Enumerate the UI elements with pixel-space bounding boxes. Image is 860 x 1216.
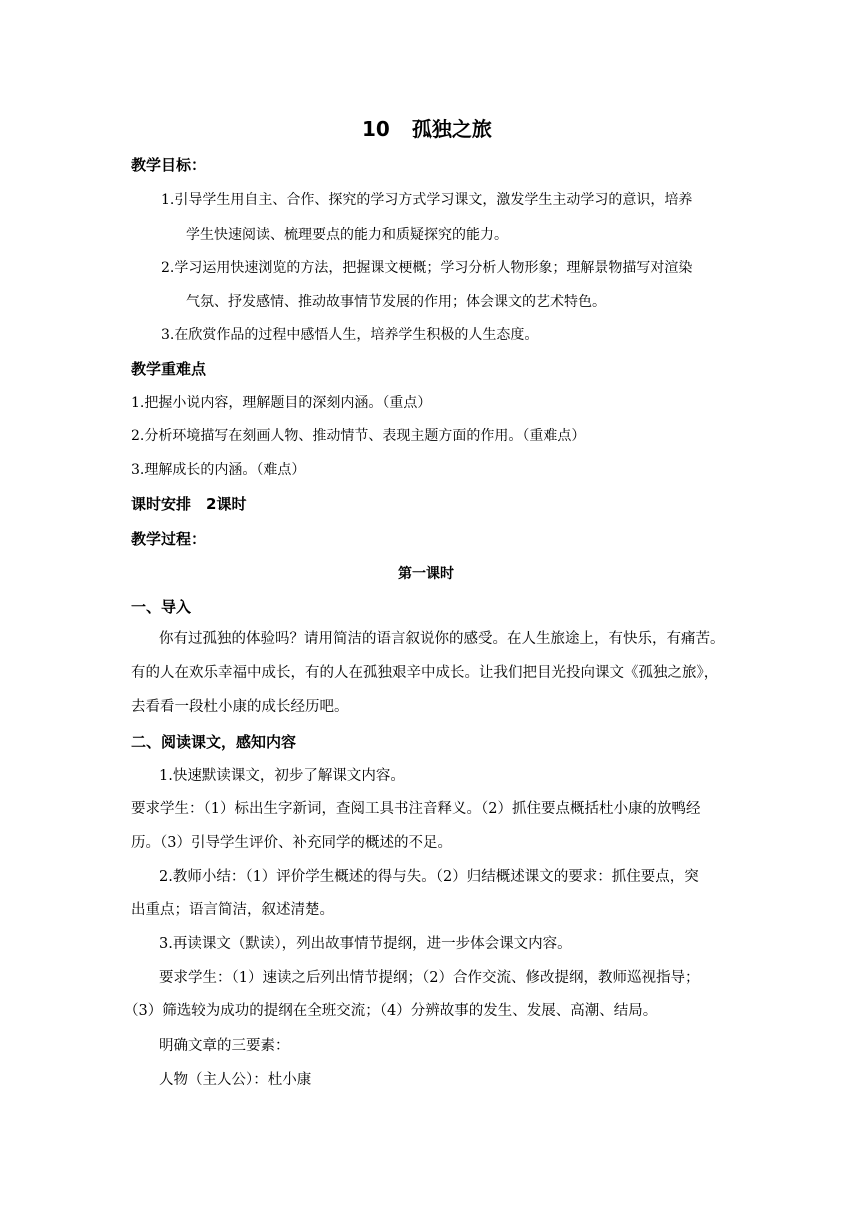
reading-step-2-line-1: 2.教师小结：（1）评价学生概述的得与失。（2）归结概述课文的要求：抓住要点，突: [159, 869, 699, 885]
reading-step-1-req-line-1: 要求学生：（1）标出生字新词，查阅工具书注音释义。（2）抓住要点概括杜小康的放鸭经: [131, 801, 701, 817]
key-point-2: 2.分析环境描写在刻画人物、推动情节、表现主题方面的作用。（重难点）: [131, 428, 586, 444]
key-point-3: 3.理解成长的内涵。（难点）: [131, 462, 306, 478]
reading-step-2-line-2: 出重点；语言简洁，叙述清楚。: [131, 902, 334, 918]
lesson-title: 孤独之旅: [411, 117, 492, 141]
intro-line-2: 有的人在欢乐幸福中成长，有的人在孤独艰辛中成长。让我们把目光投向课文《孤独之旅》，: [131, 665, 719, 681]
reading-heading: 二、阅读课文，感知内容: [131, 733, 297, 751]
objective-1-line-1: 1.引导学生用自主、合作、探究的学习方式学习课文，激发学生主动学习的意识，培养: [161, 192, 693, 208]
intro-line-1: 你有过孤独的体验吗？请用简洁的语言叙说你的感受。在人生旅途上，有快乐，有痛苦。: [159, 631, 725, 647]
reading-step-3: 3.再读课文（默读），列出故事情节提纲，进一步体会课文内容。: [159, 936, 572, 952]
objective-1-line-2: 学生快速阅读、梳理要点的能力和质疑探究的能力。: [186, 227, 508, 243]
key-points-heading: 教学重难点: [131, 360, 207, 378]
main-character: 人物（主人公）：杜小康: [159, 1072, 312, 1088]
reading-step-1-req-line-2: 历。（3）引导学生评价、补充同学的概述的不足。: [131, 835, 452, 851]
page-title: [362, 116, 492, 142]
intro-line-3: 去看看一段杜小康的成长经历吧。: [131, 699, 349, 715]
reading-step-3-req-line-1: 要求学生：（1）速读之后列出情节提纲；（2）合作交流、修改提纲，教师巡视指导；: [159, 970, 700, 986]
lesson-heading: 第一课时: [398, 566, 454, 582]
reading-step-3-req-line-2: （3）筛选较为成功的提纲在全班交流；（4）分辨故事的发生、发展、高潮、结局。: [124, 1003, 658, 1019]
objective-3: 3.在欣赏作品的过程中感悟人生，培养学生积极的人生态度。: [161, 327, 539, 343]
key-point-1: 1.把握小说内容，理解题目的深刻内涵。（重点）: [131, 395, 432, 411]
objective-2-line-1: 2.学习运用快速浏览的方法，把握课文梗概；学习分析人物形象；理解景物描写对渲染: [161, 260, 693, 276]
objectives-heading: 教学目标：: [131, 156, 207, 174]
lesson-number: 10: [362, 117, 390, 141]
intro-heading: 一、导入: [131, 598, 192, 616]
reading-step-1: 1.快速默读课文，初步了解课文内容。: [159, 768, 405, 784]
process-heading: 教学过程：: [131, 530, 207, 548]
objective-2-line-2: 气氛、抒发感情、推动故事情节发展的作用；体会课文的艺术特色。: [186, 294, 606, 310]
schedule: 课时安排 2课时: [131, 495, 247, 513]
elements-intro: 明确文章的三要素：: [159, 1038, 290, 1054]
